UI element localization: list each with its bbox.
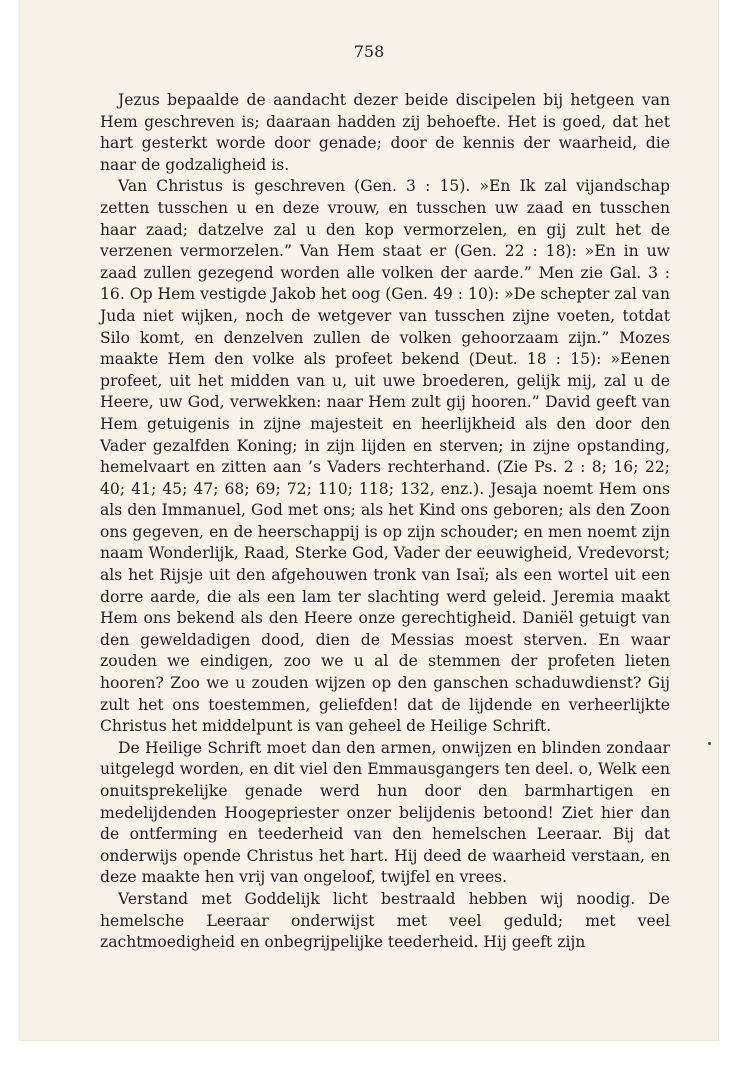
- book-page: [20, 0, 718, 1040]
- page-number: 758: [353, 42, 385, 61]
- paragraph-4: Verstand met Goddelijk licht bestraald hebben wij noodig. De hemelsche Leeraar onderwijst met veel geduld; met veel zachtmoedigheid en onbegrijpelijke teederheid. Hij geeft zijn: [100, 889, 670, 952]
- page-body: [100, 90, 670, 954]
- paragraph-2: Van Christus is geschreven (Gen. 3 : 15). »En Ik zal vijandschap zetten tusschen u en deze vrouw, en tusschen uw zaad en tusschen haar zaad; datzelve zal u den kop vermorzelen, en gij zult het de verzenen vermorzelen.” Van Hem staat er (Gen. 22 : 18): »En in uw zaad zullen gezegend worden alle volken der aarde.” Men zie Gal. 3 : 16. Op Hem vestigde Jakob het oog (Gen. 49 : 10): »De schepter zal van Juda niet wijken, noch de wetgever van tusschen zijne voeten, totdat Silo komt, en denzelven zullen de volken gehoorzaam zijn.” Mozes maakte Hem den volke als profeet bekend (Deut. 18 : 15): »Eenen profeet, uit het midden van u, uit uwe broederen, gelijk mij, zal u de Heere, uw God, verwekken: naar Hem zult gij hooren.” David geeft van Hem getuigenis in zijne majesteit en heerlijkheid als den door den Vader gezalfden Koning; in zijn lijden en sterven; in zijne opstanding, hemelvaart en zitten aan ’s Vaders rechterhand. (Zie Ps. 2 : 8; 16; 22; 40; 41; 45; 47; 68; 69; 72; 110; 118; 132, enz.). Jesaja noemt Hem ons als den Immanuel, God met ons; als het Kind ons geboren; als den Zoon ons gegeven, en de heerschappij is op zijn schouder; en men noemt zijn naam Wonderlijk, Raad, Sterke God, Vader der eeuwigheid, Vredevorst; als het Rijsje uit den afgehouwen tronk van Isaï; als een wortel uit een dorre aarde, die als een lam ter slachting werd geleid. Jeremia maakt Hem ons bekend als den Heere onze gerechtigheid. Daniël getuigt van den geweldadigen dood, dien de Messias moest sterven. En waar zouden we eindigen, zoo we u al de stemmen der profeten lieten hooren? Zoo we u zouden wijzen op den ganschen schaduwdienst? Gij zult het ons toestemmen, geliefden! dat de lijdende en verheerlijkte Christus het middelpunt is van geheel de Heilige Schrift.: [100, 177, 670, 736]
- paragraph-3: De Heilige Schrift moet dan den armen, onwijzen en blinden zondaar uitgelegd worden, en dit viel den Emmausgangers ten deel. o, Welk een onuitsprekelijke genade werd hun door den barmhartigen en medelijdenden Hoogepriester onzer belijdenis betoond! Ziet hier dan de ontferming en teederheid van den hemelschen Leeraar. Bij dat onderwijs opende Christus het hart. Hij deed de waarheid verstaan, en deze maakte hen vrij van ongeloof, twijfel en vrees.: [100, 738, 670, 887]
- paragraph-1: Jezus bepaalde de aandacht dezer beide discipelen bij hetgeen van Hem geschreven is; daaraan hadden zij behoefte. Het is goed, dat het hart gesterkt worde door genade; door de kennis der waarheid, die naar de godzaligheid is.: [100, 91, 670, 174]
- ink-speck: [708, 742, 711, 745]
